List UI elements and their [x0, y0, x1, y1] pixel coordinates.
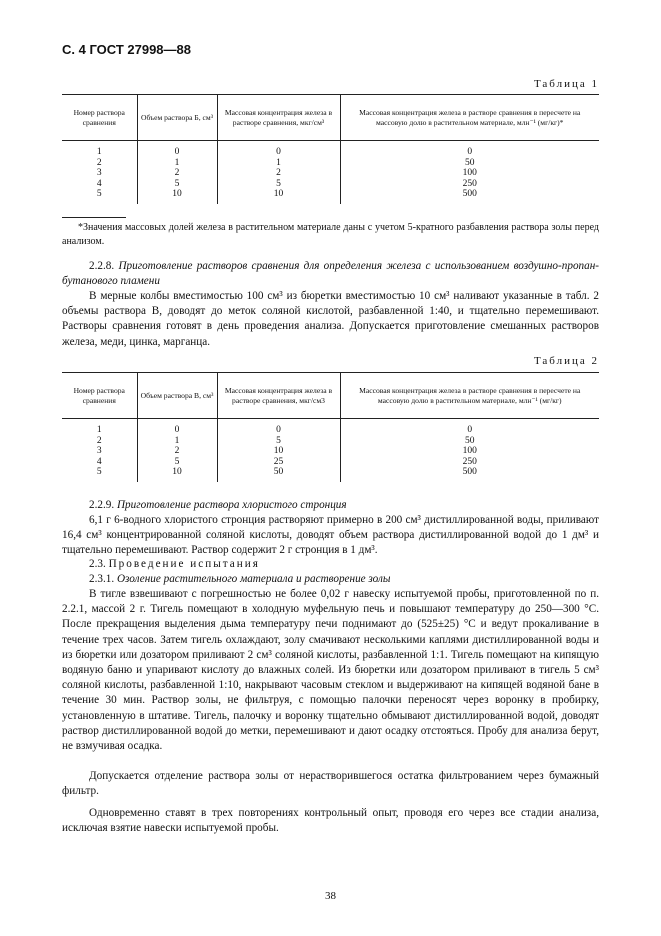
table2-header-cell: Номер раствора сравнения [62, 373, 137, 419]
section-title: Приготовление раствора хлористого стронция [116, 499, 347, 511]
page-header: С. 4 ГОСТ 27998—88 [62, 42, 191, 57]
section-2-3-1-heading [62, 572, 599, 587]
table2-header-cell: Массовая концентрация железа в растворе сравнения, мкг/см3 [217, 373, 340, 419]
table-row: 4 5 5 250 [62, 179, 599, 190]
table-row: 2 1 5 50 [62, 436, 599, 447]
page-number: 38 [325, 890, 336, 902]
table1 [62, 94, 599, 204]
table-row: 5 10 10 500 [62, 189, 599, 200]
section-number: 2.3.1. [89, 573, 115, 585]
section-title: Озоление растительного материала и растворение золы [116, 573, 391, 585]
table2-caption: Таблица 2 [533, 355, 599, 367]
table-row: 1 0 0 0 [62, 147, 599, 158]
table-row: 1 0 0 0 [62, 425, 599, 436]
section-2-3-1-text-2: Допускается отделение раствора золы от нерастворившегося остатка фильтрованием через бумажный фильтр. [62, 770, 599, 798]
table1-caption: Таблица 1 [533, 78, 599, 90]
section-title: Приготовление растворов сравнения для определения железа с использованием воздушно-пропан-бутанового пламени [62, 260, 599, 288]
table-row: 3 2 2 100 [62, 168, 599, 179]
table-row: 3 2 10 100 [62, 446, 599, 457]
section-2-3-1-text: В тигле взвешивают с погрешностью не более 0,02 г навеску испытуемой пробы, приготовленной по п. 2.2.1, массой 2 г. Тигель помещают в холодную муфельную печь и повышают температуру до 250—300 °С. После прекращения выделения дыма температуру печи поднимают до (525±25) °С и ведут прокаливание в течение трех часов. Затем тигель охлаждают, золу смачивают несколькими каплями дистиллированной воды и из бюретки или дозатором приливают 2 см³ соляной кислоты, разбавленной 1:1. Тигель помещают на кипящую водяную баню и упаривают кислоту до влажных солей. Из бюретки или дозатором приливают в тигель 5 см³ соляной кислоты, разбавленной 1:10, накрывают часовым стеклом и выдерживают на кипящей водяной бане в течение 30 мин. Раствор золы, не фильтруя, с помощью палочки переносят через воронку в пробирку, установленную в штативе. Тигель, палочку и воронку тщательно обмывают дистиллированной водой, доводят раствор дистиллированной водой до метки, перемешивают и дают осадку отстояться. Пробу для анализа берут, не взмучивая осадка. [62, 588, 599, 753]
section-2-3-1-text-3: Одновременно ставят в трех повторениях контрольный опыт, проводя его через все стадии анализа, исключая взятие навески испытуемой пробы. [62, 807, 599, 835]
section-2-2-9-text: 6,1 г 6-водного хлористого стронция растворяют примерно в 200 см³ дистиллированной воды, приливают 16,4 см³ концентрированной соляной кислоты, доводят объем раствора дистиллированной водой до 1 дм³ и тщательно перемешивают. Раствор содержит 2 г стронция в 1 дм³. [62, 514, 599, 557]
section-2-2-9-heading [62, 498, 599, 513]
section-2-3-heading [62, 557, 599, 572]
table1-header-cell: Массовая концентрация железа в растворе сравнения в пересчете на массовую долю в растительном материале, млн⁻¹ (мг/кг)* [340, 95, 599, 141]
section-title: Проведение испытания [108, 558, 260, 570]
table-row: 2 1 1 50 [62, 158, 599, 169]
table1-header-cell: Объем раствора Б, см³ [137, 95, 217, 141]
section-2-2-8-heading [62, 259, 599, 289]
table2-header-cell: Объем раствора В, см³ [137, 373, 217, 419]
table2 [62, 372, 599, 482]
footnote-divider [62, 217, 126, 218]
table2-header-cell: Массовая концентрация железа в растворе сравнения в пересчете на массовую долю в растительном материале, млн⁻¹ (мг/кг) [340, 373, 599, 419]
table1-footnote: *Значения массовых долей железа в растительном материале даны с учетом 5-кратного разбавления раствора золы перед анализом. [62, 222, 599, 247]
section-number: 2.2.8. [89, 260, 115, 272]
table-row: 4 5 25 250 [62, 457, 599, 468]
table1-header-cell: Массовая концентрация железа в растворе сравнения, мкг/см³ [217, 95, 340, 141]
table1-header-cell: Номер раствора сравнения [62, 95, 137, 141]
section-number: 2.2.9. [89, 499, 115, 511]
section-number: 2.3. [89, 558, 106, 570]
section-2-2-8-text: В мерные колбы вместимостью 100 см³ из бюретки вместимостью 10 см³ наливают указанные в табл. 2 объемы раствора В, доводят до меток соляной кислотой, разбавленной 1:40, и тщательно перемешивают. Растворы сравнения готовят в день проведения анализа. Допускается приготовление смешанных растворов железа, меди, цинка, марганца. [62, 290, 599, 348]
table-row: 5 10 50 500 [62, 467, 599, 478]
